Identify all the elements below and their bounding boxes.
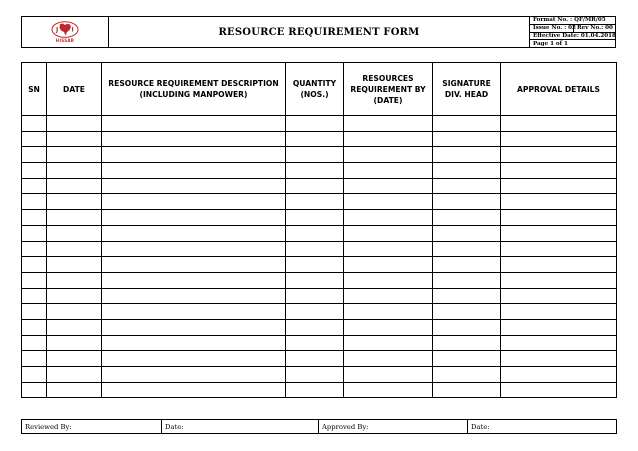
issue-rev-row [530, 25, 615, 33]
cell-approval[interactable] [501, 304, 617, 320]
cell-approval[interactable] [501, 178, 617, 194]
cell-sig[interactable] [433, 241, 501, 257]
cell-sn[interactable] [22, 210, 47, 226]
cell-reqby[interactable] [344, 131, 433, 147]
cell-sn[interactable] [22, 272, 47, 288]
form-title: RESOURCE REQUIREMENT FORM [109, 17, 530, 47]
cell-reqby[interactable] [344, 272, 433, 288]
form-header [21, 16, 616, 48]
cell-date[interactable] [47, 272, 102, 288]
cell-approval[interactable] [501, 335, 617, 351]
review-footer [21, 419, 617, 434]
cell-approval[interactable] [501, 257, 617, 273]
table-row [22, 351, 617, 367]
cell-approval[interactable] [501, 116, 617, 132]
cell-date[interactable] [47, 335, 102, 351]
cell-sig[interactable] [433, 194, 501, 210]
cell-date[interactable] [47, 257, 102, 273]
table-row [22, 257, 617, 273]
cell-desc[interactable] [102, 288, 286, 304]
cell-reqby[interactable] [344, 178, 433, 194]
cell-qty[interactable] [286, 163, 344, 179]
company-logo-icon [51, 21, 79, 38]
table-row [22, 304, 617, 320]
cell-sn[interactable] [22, 163, 47, 179]
revision-number: Rev No.: 00 [577, 25, 613, 32]
cell-qty[interactable] [286, 304, 344, 320]
cell-sig[interactable] [433, 272, 501, 288]
cell-sn[interactable] [22, 116, 47, 132]
cell-date[interactable] [47, 304, 102, 320]
cell-desc[interactable] [102, 225, 286, 241]
cell-qty[interactable] [286, 382, 344, 398]
cell-sig[interactable] [433, 382, 501, 398]
table-row [22, 178, 617, 194]
format-number: Format No. : QF/MR/05 [530, 17, 615, 25]
table-row [22, 319, 617, 335]
cell-reqby[interactable] [344, 351, 433, 367]
cell-desc[interactable] [102, 272, 286, 288]
cell-sig[interactable] [433, 147, 501, 163]
table-row [22, 382, 617, 398]
table-row [22, 116, 617, 132]
cell-reqby[interactable] [344, 367, 433, 383]
cell-desc[interactable] [102, 304, 286, 320]
table-row [22, 147, 617, 163]
column-header-sn: SN [22, 63, 47, 116]
cell-desc[interactable] [102, 210, 286, 226]
cell-date[interactable] [47, 163, 102, 179]
cell-date[interactable] [47, 210, 102, 226]
cell-sig[interactable] [433, 116, 501, 132]
cell-qty[interactable] [286, 147, 344, 163]
cell-qty[interactable] [286, 241, 344, 257]
cell-sig[interactable] [433, 319, 501, 335]
column-header-required-by: RESOURCES REQUIREMENT BY (DATE) [344, 63, 433, 116]
cell-desc[interactable] [102, 367, 286, 383]
cell-sig[interactable] [433, 288, 501, 304]
cell-qty[interactable] [286, 257, 344, 273]
table-row [22, 225, 617, 241]
table-header-row [22, 63, 617, 116]
cell-approval[interactable] [501, 351, 617, 367]
resource-requirement-table [21, 62, 617, 398]
review-date-field[interactable]: Date: [162, 420, 319, 434]
cell-sig[interactable] [433, 225, 501, 241]
cell-sn[interactable] [22, 147, 47, 163]
table-row [22, 131, 617, 147]
cell-sn[interactable] [22, 367, 47, 383]
cell-sn[interactable] [22, 304, 47, 320]
document-meta [530, 17, 615, 47]
cell-approval[interactable] [501, 288, 617, 304]
cell-reqby[interactable] [344, 194, 433, 210]
cell-sig[interactable] [433, 351, 501, 367]
cell-sig[interactable] [433, 304, 501, 320]
cell-date[interactable] [47, 241, 102, 257]
cell-approval[interactable] [501, 131, 617, 147]
cell-date[interactable] [47, 131, 102, 147]
cell-date[interactable] [47, 351, 102, 367]
cell-sn[interactable] [22, 335, 47, 351]
logo [22, 17, 109, 47]
cell-qty[interactable] [286, 178, 344, 194]
svg-text:J: J [56, 26, 59, 34]
cell-sn[interactable] [22, 241, 47, 257]
cell-approval[interactable] [501, 210, 617, 226]
cell-qty[interactable] [286, 210, 344, 226]
cell-sig[interactable] [433, 131, 501, 147]
cell-sig[interactable] [433, 257, 501, 273]
table-row [22, 272, 617, 288]
cell-qty[interactable] [286, 194, 344, 210]
cell-sig[interactable] [433, 178, 501, 194]
cell-desc[interactable] [102, 194, 286, 210]
issue-number: Issue No. : 02 [530, 25, 574, 32]
cell-desc[interactable] [102, 116, 286, 132]
logo-text: HISSAR [55, 38, 75, 43]
cell-approval[interactable] [501, 382, 617, 398]
footer-row [22, 420, 617, 434]
cell-desc[interactable] [102, 131, 286, 147]
column-header-description: RESOURCE REQUIREMENT DESCRIPTION (INCLUDING MANPOWER) [102, 63, 286, 116]
table-row [22, 163, 617, 179]
cell-qty[interactable] [286, 272, 344, 288]
cell-qty[interactable] [286, 319, 344, 335]
cell-sn[interactable] [22, 319, 47, 335]
cell-date[interactable] [47, 147, 102, 163]
table-row [22, 335, 617, 351]
cell-reqby[interactable] [344, 210, 433, 226]
cell-reqby[interactable] [344, 241, 433, 257]
cell-desc[interactable] [102, 257, 286, 273]
svg-text:I: I [71, 26, 74, 34]
table-row [22, 210, 617, 226]
cell-desc[interactable] [102, 319, 286, 335]
cell-date[interactable] [47, 225, 102, 241]
cell-sig[interactable] [433, 163, 501, 179]
cell-date[interactable] [47, 194, 102, 210]
cell-reqby[interactable] [344, 319, 433, 335]
cell-sig[interactable] [433, 367, 501, 383]
cell-date[interactable] [47, 178, 102, 194]
cell-approval[interactable] [501, 194, 617, 210]
cell-sig[interactable] [433, 210, 501, 226]
cell-sn[interactable] [22, 351, 47, 367]
cell-approval[interactable] [501, 272, 617, 288]
cell-reqby[interactable] [344, 163, 433, 179]
cell-qty[interactable] [286, 288, 344, 304]
cell-reqby[interactable] [344, 116, 433, 132]
cell-sn[interactable] [22, 257, 47, 273]
cell-reqby[interactable] [344, 225, 433, 241]
cell-approval[interactable] [501, 225, 617, 241]
cell-qty[interactable] [286, 116, 344, 132]
page-number: Page 1 of 1 [533, 40, 568, 47]
table-body [22, 116, 617, 398]
effective-date: Effective Date: 01.04.2018 [530, 33, 615, 41]
cell-desc[interactable] [102, 147, 286, 163]
cell-sig[interactable] [433, 335, 501, 351]
cell-reqby[interactable] [344, 147, 433, 163]
approval-date-field[interactable]: Date: [468, 420, 617, 434]
column-header-quantity: QUANTITY (NOS.) [286, 63, 344, 116]
cell-date[interactable] [47, 116, 102, 132]
cell-desc[interactable] [102, 163, 286, 179]
cell-qty[interactable] [286, 367, 344, 383]
cell-reqby[interactable] [344, 257, 433, 273]
cell-sn[interactable] [22, 194, 47, 210]
cell-sn[interactable] [22, 225, 47, 241]
cell-date[interactable] [47, 319, 102, 335]
cell-approval[interactable] [501, 319, 617, 335]
cell-sn[interactable] [22, 131, 47, 147]
cell-approval[interactable] [501, 147, 617, 163]
cell-desc[interactable] [102, 382, 286, 398]
cell-reqby[interactable] [344, 304, 433, 320]
cell-sn[interactable] [22, 288, 47, 304]
cell-desc[interactable] [102, 351, 286, 367]
cell-sn[interactable] [22, 178, 47, 194]
cell-approval[interactable] [501, 241, 617, 257]
cell-reqby[interactable] [344, 382, 433, 398]
table-row [22, 288, 617, 304]
cell-desc[interactable] [102, 178, 286, 194]
table-row [22, 194, 617, 210]
cell-sn[interactable] [22, 382, 47, 398]
cell-reqby[interactable] [344, 288, 433, 304]
cell-qty[interactable] [286, 351, 344, 367]
reviewed-by-field[interactable]: Reviewed By: [22, 420, 162, 434]
approved-by-field[interactable]: Approved By: [319, 420, 468, 434]
column-header-approval: APPROVAL DETAILS [501, 63, 617, 116]
cell-approval[interactable] [501, 367, 617, 383]
cell-desc[interactable] [102, 241, 286, 257]
cell-date[interactable] [47, 382, 102, 398]
cell-approval[interactable] [501, 163, 617, 179]
table-row [22, 241, 617, 257]
cell-reqby[interactable] [344, 335, 433, 351]
cell-qty[interactable] [286, 131, 344, 147]
cell-qty[interactable] [286, 225, 344, 241]
column-header-signature: SIGNATURE DIV. HEAD [433, 63, 501, 116]
table-row [22, 367, 617, 383]
cell-date[interactable] [47, 367, 102, 383]
cell-qty[interactable] [286, 335, 344, 351]
cell-desc[interactable] [102, 335, 286, 351]
column-header-date: DATE [47, 63, 102, 116]
cell-date[interactable] [47, 288, 102, 304]
